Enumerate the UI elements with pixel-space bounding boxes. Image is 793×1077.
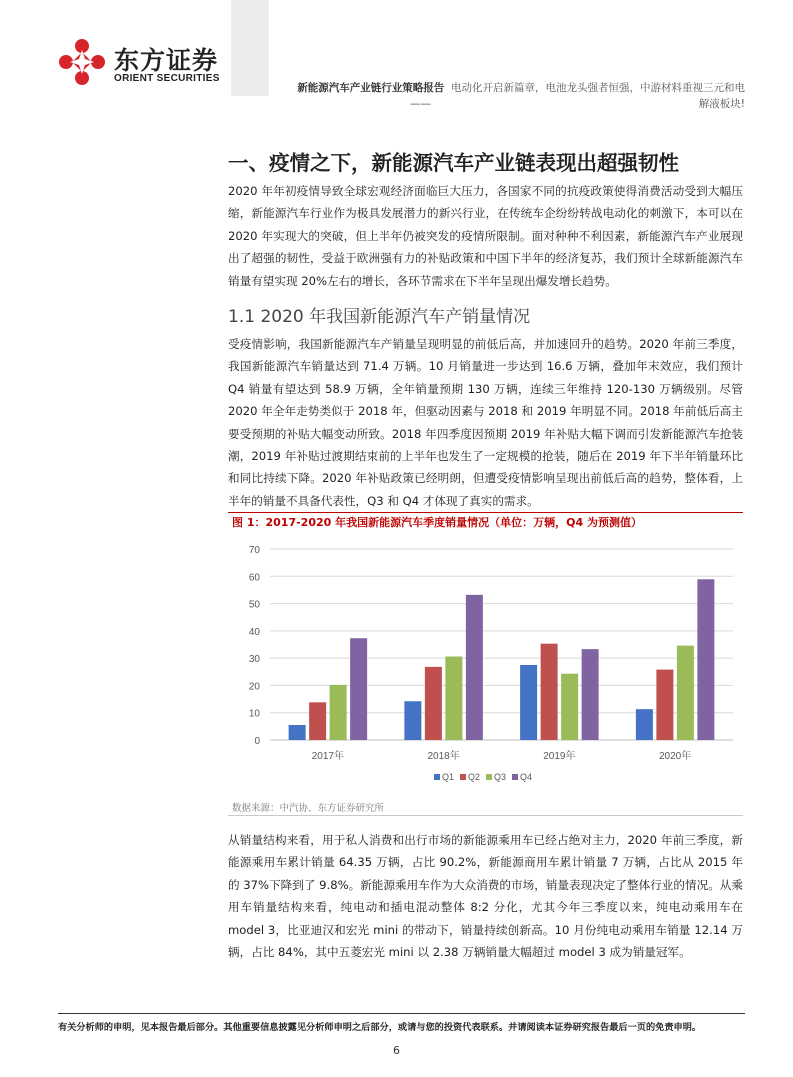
figure-title-rule [228, 512, 743, 513]
legend-swatch-q4 [512, 774, 518, 780]
bar-q2 [309, 702, 326, 740]
bar-q3 [445, 657, 462, 740]
bar-q1 [404, 701, 421, 740]
bar-q1 [520, 665, 537, 740]
legend-label-q2: Q2 [468, 772, 481, 782]
bar-q2 [425, 667, 442, 740]
section-1-paragraph: 2020 年年初疫情导致全球宏观经济面临巨大压力，各国家不同的抗疫政策使得消费活动受到大幅压缩，新能源汽车行业作为极具发展潜力的新兴行业，在传统车企纷纷转战电动化的刺激下，本可以在 2020 年实现大的突破，但上半年仍被突发的疫情所限制。面对种种不利因素，新能源汽车产业展现出了超强的韧性，受益于欧洲强有力的补贴政策和中国下半年的经济复苏，我们预计全球新能源汽车销量有望实现 20%左右的增长，各环节需求在下半年呈现出爆发增长趋势。 [228, 184, 743, 288]
section-1-1-paragraph-2: 从销量结构来看，用于私人消费和出行市场的新能源乘用车已经占绝对主力，2020 年前三季度，新能源乘用车累计销量 64.35 万辆，占比 90.2%，新能源商用车累计销量 7 万辆，占比从 2015 年的 37%下降到了 9.8%。新能源乘用车作为大众消费的市场，销量表现决定了整体行业的情况。从乘用车销量结构来看，纯电动和插电混动整体 8:2 分化，尤其今年三季度以来，纯电动乘用车在 model 3，比亚迪汉和宏光 mini 的带动下，销量持续创新高。10 月份纯电动乘用车销量 12.14 万辆，占比 84%，其中五菱宏光 mini 以 2.38 万辆销量大幅超过 model 3 成为销量冠军。 [228, 833, 743, 960]
figure-title: 图 1：2017-2020 年我国新能源汽车季度销量情况（单位：万辆，Q4 为预测值） [232, 516, 642, 529]
footer-rule [58, 1013, 745, 1014]
legend-swatch-q3 [486, 774, 492, 780]
bar-q3 [561, 674, 578, 740]
report-title [270, 80, 745, 112]
bar-q4 [350, 638, 367, 740]
figure-source: 数据来源：中汽协、东方证券研究所 [232, 803, 385, 814]
report-title-dash: —— [410, 98, 431, 110]
figure-bottom-rule [228, 815, 743, 816]
legend-label-q1: Q1 [442, 772, 455, 782]
legend-swatch-q1 [434, 774, 440, 780]
report-title-line2: 解液板块! [698, 98, 745, 110]
y-tick-label: 30 [248, 654, 260, 666]
bar-q3 [677, 646, 694, 740]
y-tick-label: 0 [254, 736, 260, 747]
bar-q1 [636, 709, 653, 740]
bar-q2 [656, 670, 673, 740]
y-tick-label: 60 [248, 572, 260, 584]
page-number: 6 [393, 1044, 400, 1057]
bar-q4 [466, 595, 483, 740]
logo-english-name: ORIENT SECURITIES [114, 73, 220, 84]
legend-label-q4: Q4 [520, 772, 533, 782]
y-tick-label: 10 [248, 708, 260, 720]
bar-q3 [330, 685, 347, 740]
orient-logo-icon [58, 38, 106, 86]
quarterly-sales-bar-chart [228, 533, 743, 793]
report-title-bold: 新能源汽车产业链行业策略报告 [297, 82, 445, 94]
y-tick-label: 20 [248, 681, 260, 693]
y-tick-label: 50 [248, 599, 260, 611]
footer-disclaimer: 有关分析师的申明，见本报告最后部分。其他重要信息披露见分析师申明之后部分，或请与您的投资代表联系。并请阅读本证券研究报告最后一页的免责申明。 [58, 1022, 702, 1033]
x-category-label: 2017年 [311, 751, 344, 762]
x-category-label: 2018年 [427, 751, 460, 762]
company-logo [58, 38, 248, 94]
x-category-label: 2019年 [543, 751, 576, 762]
legend-swatch-q2 [460, 774, 466, 780]
bar-q2 [541, 644, 558, 740]
bar-q4 [582, 649, 599, 740]
y-tick-label: 70 [248, 545, 260, 556]
x-category-label: 2020年 [659, 751, 692, 762]
section-heading-1-1: 1.1 2020 年我国新能源汽车产销量情况 [228, 307, 531, 327]
logo-chinese-name: 东方证券 [114, 46, 219, 75]
report-title-rest: 电动化开启新篇章，电池龙头强者恒强，中游材料重视三元和电 [451, 82, 745, 94]
section-heading-1: 一、疫情之下，新能源汽车产业链表现出超强韧性 [228, 151, 679, 175]
bar-q1 [289, 725, 306, 740]
legend-label-q3: Q3 [494, 772, 507, 782]
y-tick-label: 40 [248, 626, 260, 638]
bar-q4 [697, 579, 714, 740]
section-1-1-paragraph: 受疫情影响，我国新能源汽车产销量呈现明显的前低后高，并加速回升的趋势。2020 年前三季度，我国新能源汽车销量达到 71.4 万辆。10 月销量进一步达到 16.6 万辆，叠加年末效应，我们预计 Q4 销量有望达到 58.9 万辆，全年销量预期 130 万辆，连续三年维持 120-130 万辆级别。尽管 2020 年全年走势类似于 2018 年，但驱动因素与 2018 和 2019 年明显不同。2018 年前低后高主要受预期的补贴大幅变动所致。2018 年四季度因预期 2019 年补贴大幅下调而引发新能源汽车抢装潮，2019 年补贴过渡期结束前的上半年也发生了一定规模的抢装，随后在 2019 年下半年销量环比和同比持续下降。2020 年补贴政策已经明朗，但遭受疫情影响呈现出前低后高的趋势，整体看，上半年的销量不具备代表性，Q3 和 Q4 才体现了真实的需求。 [228, 337, 743, 508]
